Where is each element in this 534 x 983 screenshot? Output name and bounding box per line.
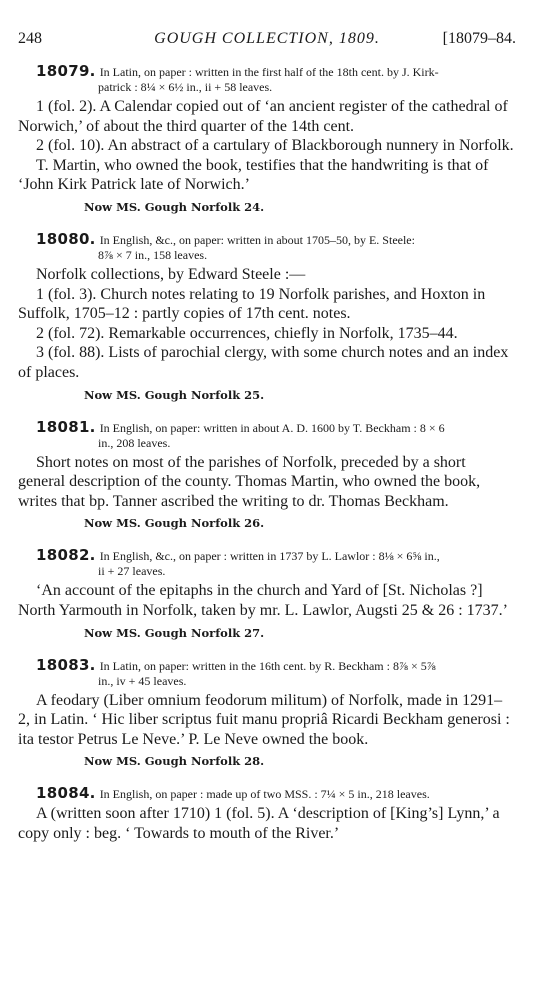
entry-paragraph: ‘An account of the epitaphs in the church and Yard of [St. Nicholas ?] North Yarmouth in Norfolk, taken by mr. L. Lawlor, Augsti 25 & 26 : 1737.’ [18,582,508,619]
running-header [18,30,516,50]
catalogue-entry [18,655,514,770]
entry-description: In English, on paper: written in about A. D. 1600 by T. Beckham : 8 × 6 [99,420,445,435]
shelfmark: Now MS. Gough Norfolk 27. [84,625,265,640]
entry-number: 18083. [36,655,96,674]
entry-number: 18084. [36,784,96,803]
page-number: 248 [18,30,42,47]
entry-description: In English, on paper : made up of two MSS. : 7¼ × 5 in., 218 leaves. [99,787,430,802]
entry-description-cont: ii + 27 leaves. [98,564,166,579]
catalogue-entry [18,786,514,843]
entry-paragraph: 2 (fol. 10). An abstract of a cartulary of Blackborough nunnery in Norfolk. [36,137,514,155]
entry-paragraph: 1 (fol. 3). Church notes relating to 19 Norfolk parishes, and Hoxton in Suffolk, 1705–12 : partly copies of 17th cent. notes. [18,285,486,323]
entry-paragraph: Short notes on most of the parishes of Norfolk, preceded by a short general description of the county. Thomas Martin, who owned the book, writes that bp. Tanner ascribed the writing to dr. Thomas Beckham. [18,453,481,510]
entry-paragraph: T. Martin, who owned the book, testifies that the handwriting is that of ‘John Kirk Patrick late of Norwich.’ [18,156,489,194]
shelfmark: Now MS. Gough Norfolk 25. [84,387,265,402]
shelfmark: Now MS. Gough Norfolk 26. [84,516,265,531]
entry-heading [18,417,514,451]
entry-number: 18080. [36,229,96,248]
catalogue-entries [18,64,514,843]
entry-paragraph: 2 (fol. 72). Remarkable occurrences, chiefly in Norfolk, 1735–44. [36,324,458,342]
catalogue-entry [18,417,514,532]
entry-description: In English, &c., on paper : written in 1737 by L. Lawlor : 8⅛ × 6⅝ in., [99,549,440,564]
entry-paragraph: A feodary (Liber omnium feodorum militum) of Norfolk, made in 1291–2, in Latin. ‘ Hic liber scriptus fuit manu propriâ Ricardi Beckham generosi : ita testor Petrus Le Neve.’ P. Le Neve owned the book. [18,691,510,748]
entry-description: In Latin, on paper : written in the first half of the 18th cent. by J. Kirk- [99,65,439,79]
entry-description-cont: patrick : 8¼ × 6½ in., ii + 58 leaves. [98,80,273,94]
running-title: GOUGH COLLECTION, 1809. [154,30,380,47]
entry-paragraph: 1 (fol. 2). A Calendar copied out of ‘an ancient register of the cathedral of Norwich,’ of about the third quarter of the 14th cent. [18,98,508,135]
entry-description-cont: in., 208 leaves. [98,435,171,450]
entry-heading [18,229,514,263]
entry-description-cont: 8⅞ × 7 in., 158 leaves. [98,247,208,262]
entry-heading [18,64,514,95]
entry-number: 18079. [36,62,96,80]
entry-paragraph: Norfolk collections, by Edward Steele :— [36,265,306,283]
entry-number: 18081. [36,417,96,436]
entry-range: [18079–84. [442,30,516,47]
entry-heading [18,786,514,802]
shelfmark: Now MS. Gough Norfolk 24. [84,199,265,214]
entry-description: In English, &c., on paper: written in about 1705–50, by E. Steele: [99,232,415,247]
entry-heading [18,655,514,689]
entry-number: 18082. [36,546,96,565]
catalogue-entry [18,64,514,215]
entry-paragraph: 3 (fol. 88). Lists of parochial clergy, with some church notes and an index of places. [18,344,509,381]
entry-paragraph: A (written soon after 1710) 1 (fol. 5). A ‘description of [King’s] Lynn,’ a copy only : beg. ‘ Towards to mouth of the River.’ [18,805,500,842]
entry-description-cont: in., iv + 45 leaves. [98,673,187,688]
entry-heading [18,548,514,579]
entry-description: In Latin, on paper: written in the 16th cent. by R. Beckham : 8⅞ × 5⅞ [99,658,436,673]
catalogue-entry [18,229,514,403]
shelfmark: Now MS. Gough Norfolk 28. [84,754,265,769]
catalogue-entry [18,548,514,640]
